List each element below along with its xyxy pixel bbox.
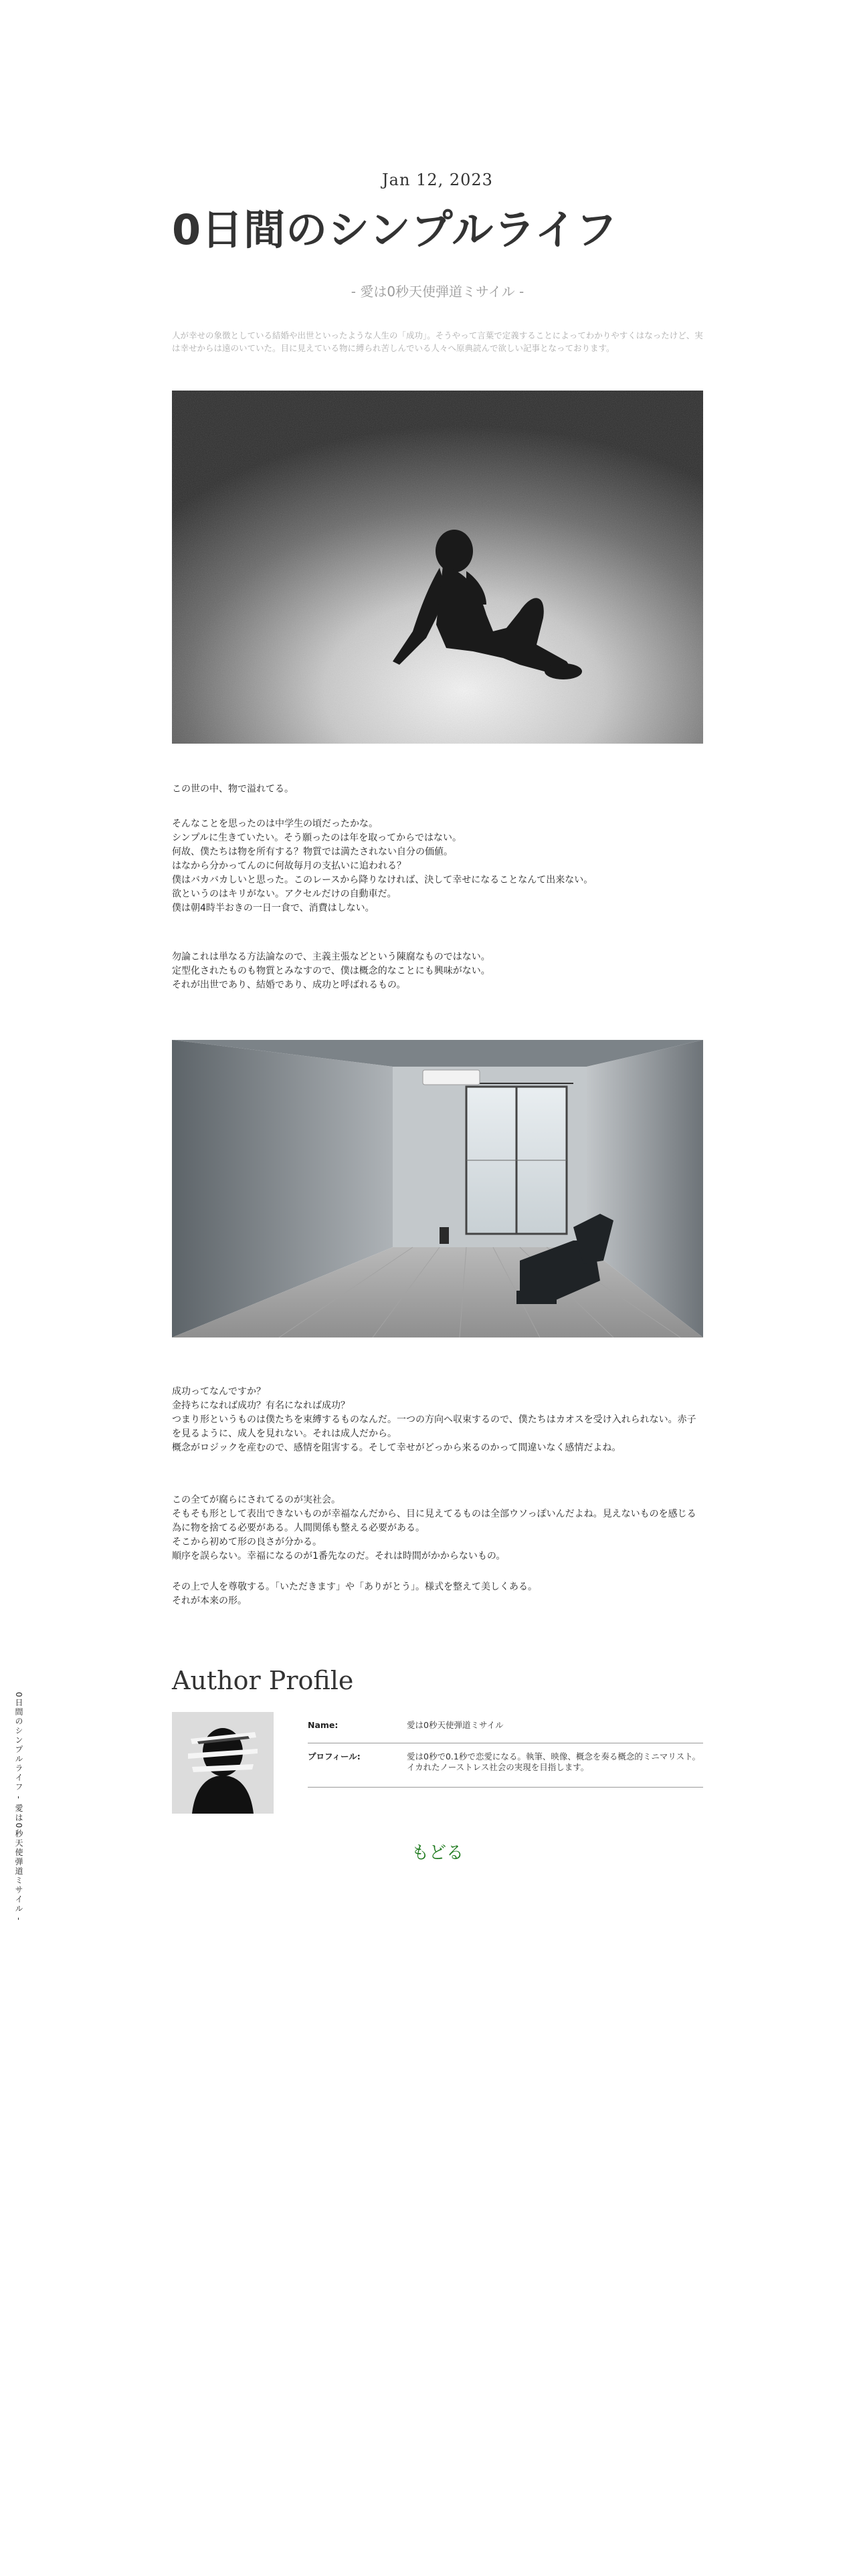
author-profile-heading: Author Profile [172,1666,354,1695]
paragraph-4: 成功ってなんですか？ 金持ちになれば成功？有名になれば成功？ つまり形というものは僕たちを束縛するものなんだ。一つの方向へ収束するので、僕たちはカオスを受け入れられない。赤子を見るように、成人を見れない。それは成人だから。 概念がロジックを産むので、感情を阻害する。そして幸せがどっから来るのかって間違いなく感情だよね。 [172,1386,696,1453]
paragraph-6: その上で人を尊敬する。「いただきます」や「ありがとう」。様式を整えて美しくある。 それが本来の形。 [172,1582,537,1606]
post-lead: 人が幸せの象徴としている結婚や出世といったような人生の「成功」。そうやって言葉で定義することによってわかりやすくはなったけど、実は幸せからは遠のいていた。目に見えている物に縛られ苦しんでいる人々へ原典読んで欲しい記事となっております。 [172,330,703,353]
post-subtitle: - 愛は0秒天使弾道ミサイル - [351,284,524,300]
profile-bio-value: 愛は0秒で0.1秒で恋愛になる。執筆、映像、概念を奏る概念的ミニマリスト。イカれたノーストレス社会の実現を目指します。 [407,1751,700,1772]
paragraph-2: そんなことを思ったのは中学生の頃だったかな。 シンプルに生きていたい。そう願ったのは年を取ってからではない。 何故、僕たちは物を所有する？物質では満たされない自分の価値。 はなから分かってんのに何故毎月の支払いに追われる？ 僕はバカバカしいと思った。このレースから降りなければ、決して幸せになることなんて出来ない。 欲というのはキリがない。アクセルだけの自動車だ。 僕は朝4時半おきの一日一食で、消費はしない。 [172,819,593,914]
profile-name-value: 愛は0秒天使弾道ミサイル [407,1720,504,1730]
room-photo [172,1040,703,1337]
paragraph-5: この全てが腐らにされてるのが実社会。 そもそも形として表出できないものが幸福なんだから、目に見えてるものは全部ウソっぽいんだよね。見えないものを感じる為に物を捨てる必要がある。人間関係も整える必要がある。 そこから初めて形の良さが分かる。 順序を誤らない。幸福になるのが1番先なのだ。それは時間がかからないもの。 [172,1495,696,1562]
hero-photo-sitting-person [172,391,703,744]
profile-name-label: Name: [308,1720,339,1730]
author-avatar [172,1712,274,1814]
profile-row-bio [308,1743,703,1788]
side-vertical-label: 0日間のシンプルライフ - 愛は0秒天使弾道ミサイル - [14,1692,23,1922]
paragraph-3: 勿論これは単なる方法論なので、主義主張などという陳腐なものではない。 定型化されたものも物質とみなすので、僕は概念的なことにも興味がない。 それが出世であり、結婚であり、成功と呼ばれるもの。 [172,952,490,990]
page-title: 0日間のシンプルライフ [172,205,618,254]
post-date: Jan 12, 2023 [382,171,493,189]
profile-row-name [308,1712,703,1743]
author-profile-table [308,1712,703,1788]
profile-bio-label: プロフィール: [308,1751,361,1761]
back-link[interactable]: もどる [411,1843,464,1863]
paragraph-1: この世の中、物で溢れてる。 [172,784,294,794]
